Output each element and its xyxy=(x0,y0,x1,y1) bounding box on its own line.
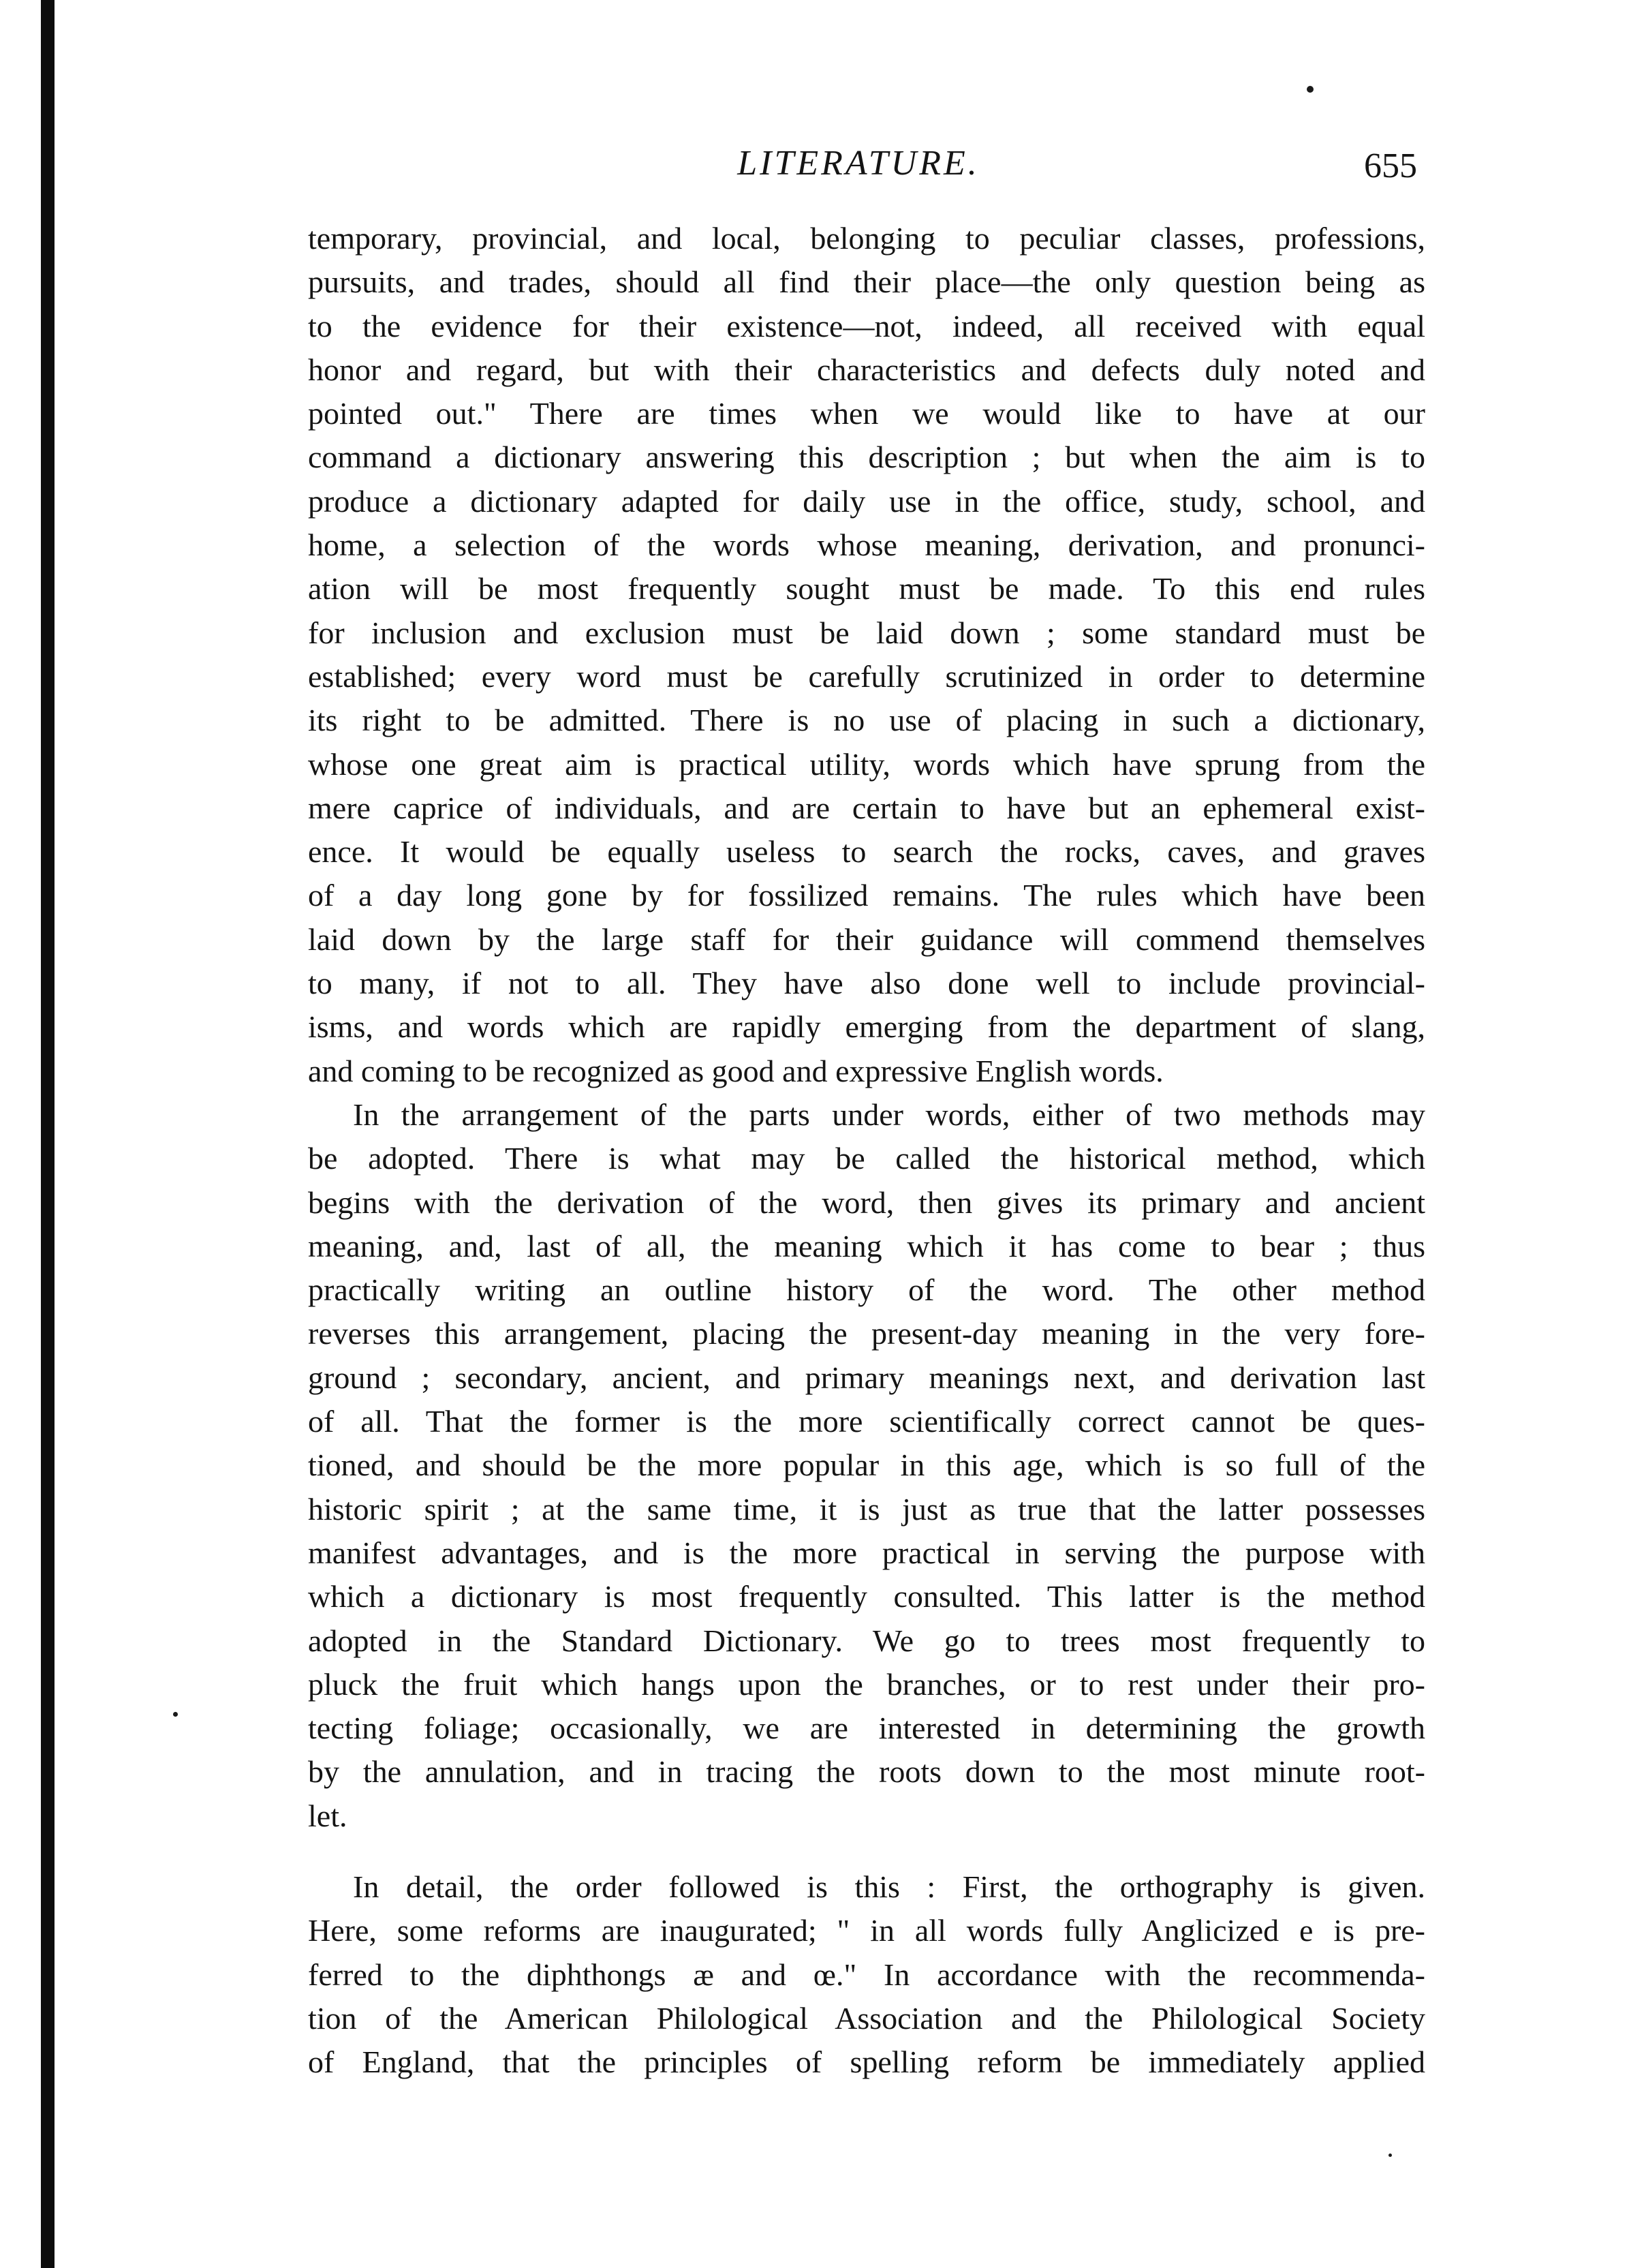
text-line: pointed out." There are times when we would like to have at our xyxy=(308,396,1425,431)
text-line: to the evidence for their existence—not, indeed, all received with equal xyxy=(308,308,1425,343)
text-line: In the arrangement of the parts under words, either of two methods may xyxy=(353,1097,1425,1132)
text-line: let. xyxy=(308,1798,347,1833)
text-line: begins with the derivation of the word, then gives its primary and ancient xyxy=(308,1184,1425,1220)
text-line: of all. That the former is the more scientifically correct cannot be ques- xyxy=(308,1404,1425,1439)
text-line: home, a selection of the words whose meaning, derivation, and pronunci- xyxy=(308,527,1425,563)
text-line: laid down by the large staff for their guidance will commend themselves xyxy=(308,921,1425,957)
running-title: LITERATURE. xyxy=(737,144,980,183)
text-line: pursuits, and trades, should all find their place—the only question being as xyxy=(308,264,1425,300)
paragraph xyxy=(308,1865,1425,2084)
body-text xyxy=(308,217,1425,2084)
text-line: by the annulation, and in tracing the roots down to the most minute root- xyxy=(308,1754,1425,1790)
text-line: mere caprice of individuals, and are certain to have but an ephemeral exist- xyxy=(308,790,1425,825)
text-line: and coming to be recognized as good and expressive English words. xyxy=(308,1053,1164,1088)
ink-speck xyxy=(1388,2154,1392,2157)
text-line: ation will be most frequently sought must be made. To this end rules xyxy=(308,571,1425,607)
text-line: Here, some reforms are inaugurated; " in all words fully Anglicized e is pre- xyxy=(308,1913,1425,1948)
text-line: tioned, and should be the more popular in this age, which is so full of the xyxy=(308,1447,1425,1483)
text-line: to many, if not to all. They have also done well to include provincial- xyxy=(308,966,1425,1001)
text-line: temporary, provincial, and local, belonging to peculiar classes, professions, xyxy=(308,221,1425,256)
text-line: isms, and words which are rapidly emerging from the department of slang, xyxy=(308,1009,1425,1045)
text-line: for inclusion and exclusion must be laid down ; some standard must be xyxy=(308,615,1425,650)
text-line: be adopted. There is what may be called the historical method, which xyxy=(308,1141,1425,1176)
text-line: of a day long gone by for fossilized remains. The rules which have been xyxy=(308,878,1425,913)
text-line: honor and regard, but with their characteristics and defects duly noted and xyxy=(308,352,1425,387)
page-header xyxy=(300,136,1417,204)
text-line: tecting foliage; occasionally, we are interested in determining the growth xyxy=(308,1711,1425,1746)
text-line: whose one great aim is practical utility, words which have sprung from the xyxy=(308,746,1425,782)
text-line: ferred to the diphthongs æ and œ." In accordance with the recommenda- xyxy=(308,1957,1425,1992)
binding-edge xyxy=(41,0,55,2268)
text-line: historic spirit ; at the same time, it is just as true that the latter possesses xyxy=(308,1491,1425,1527)
text-line: ground ; secondary, ancient, and primary meanings next, and derivation last xyxy=(308,1360,1425,1395)
text-line: its right to be admitted. There is no use of placing in such a dictionary, xyxy=(308,703,1425,738)
text-line: In detail, the order followed is this : First, the orthography is given. xyxy=(353,1869,1425,1904)
text-line: reverses this arrangement, placing the present-day meaning in the very fore- xyxy=(308,1316,1425,1351)
ink-speck xyxy=(173,1712,178,1717)
page-number: 655 xyxy=(1364,147,1417,185)
text-line: command a dictionary answering this description ; but when the aim is to xyxy=(308,440,1425,475)
paragraph xyxy=(308,1093,1425,1838)
ink-speck xyxy=(1307,86,1314,93)
text-line: meaning, and, last of all, the meaning which it has come to bear ; thus xyxy=(308,1228,1425,1263)
text-line: tion of the American Philological Association and the Philological Society xyxy=(308,2000,1425,2036)
text-line: produce a dictionary adapted for daily use in the office, study, school, and xyxy=(308,483,1425,519)
text-line: established; every word must be carefully scrutinized in order to determine xyxy=(308,658,1425,694)
text-line: manifest advantages, and is the more practical in serving the purpose with xyxy=(308,1535,1425,1570)
text-line: pluck the fruit which hangs upon the branches, or to rest under their pro- xyxy=(308,1666,1425,1702)
text-line: ence. It would be equally useless to search the rocks, caves, and graves xyxy=(308,834,1425,870)
paragraph xyxy=(308,217,1425,1093)
text-line: which a dictionary is most frequently consulted. This latter is the method xyxy=(308,1579,1425,1614)
text-line: adopted in the Standard Dictionary. We go to trees most frequently to xyxy=(308,1623,1425,1658)
text-line: of England, that the principles of spelling reform be immediately applied xyxy=(308,2044,1425,2080)
text-line: practically writing an outline history of the word. The other method xyxy=(308,1272,1425,1308)
